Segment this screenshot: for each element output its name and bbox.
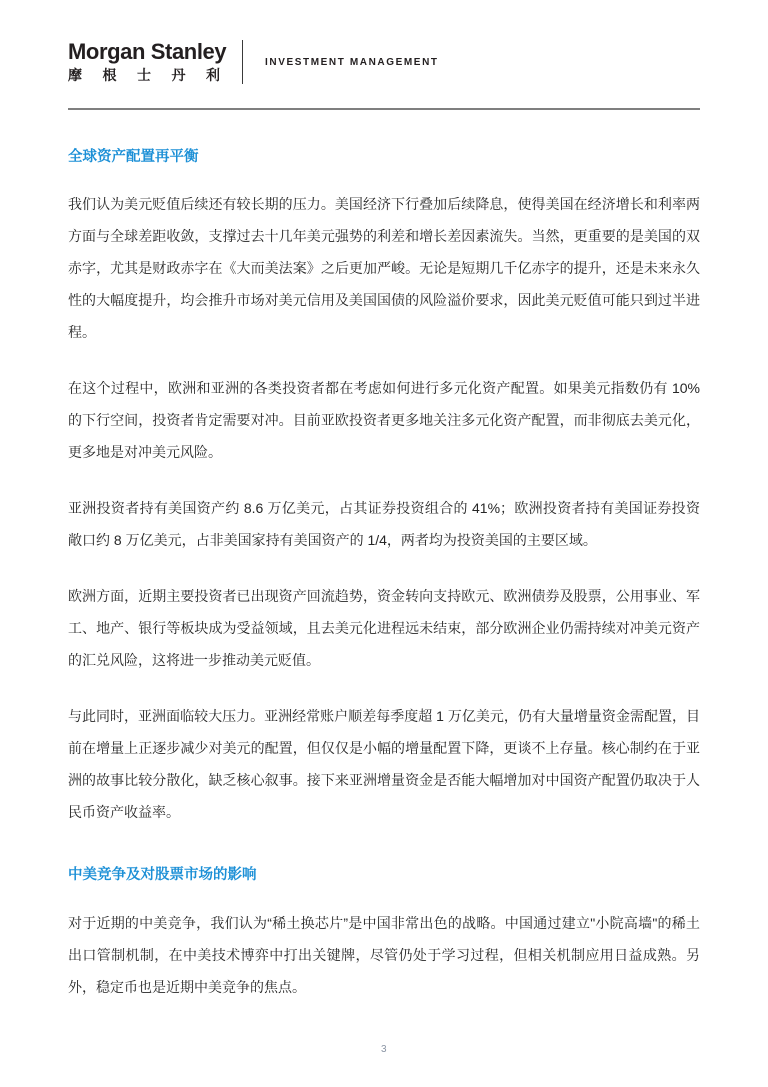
brand-division-label: INVESTMENT MANAGEMENT: [265, 56, 439, 68]
brand-logo: [68, 39, 227, 84]
section-global-asset-rebalancing: [68, 149, 700, 828]
paragraph: 欧洲方面，近期主要投资者已出现资产回流趋势，资金转向支持欧元、欧洲债券及股票，公用事业、军工、地产、银行等板块成为受益领域，且去美元化进程远未结束，部分欧洲企业仍需持续对冲美元资产的汇兑风险，这将进一步推动美元贬值。: [68, 588, 700, 669]
page-footer: [0, 1039, 768, 1057]
section-heading: 中美竞争及对股票市场的影响: [68, 867, 257, 884]
section-us-china-competition: [68, 867, 700, 1002]
paragraph: 在这个过程中，欧洲和亚洲的各类投资者都在考虑如何进行多元化资产配置。如果美元指数仍有 10%的下行空间，投资者肯定需要对冲。目前亚欧投资者更多地关注多元化资产配置，而非彻底去美元化，更多地是对冲美元风险。: [68, 380, 700, 461]
paragraph: 亚洲投资者持有美国资产约 8.6 万亿美元，占其证券投资组合的 41%；欧洲投资者持有美国证券投资敞口约 8 万亿美元，占非美国家持有美国资产的 1/4，两者均为投资美国的主要区域。: [68, 500, 700, 549]
section-heading: 全球资产配置再平衡: [68, 149, 199, 165]
brand-wordmark-chinese: 摩根士丹利: [68, 67, 220, 84]
paragraph: 对于近期的中美竞争，我们认为“稀土换芯片”是中国非常出色的战略。中国通过建立"小院高墙"的稀土出口管制机制，在中美技术博弈中打出关键牌，尽管仍处于学习过程，但相关机制应用日益成熟。另外，稳定币也是近期中美竞争的焦点。: [68, 914, 700, 995]
page-number: 3: [380, 1044, 388, 1055]
page-header: [68, 40, 700, 84]
header-rule: [68, 108, 700, 110]
brand-wordmark: Morgan Stanley: [68, 39, 227, 64]
brand-divider-line: [242, 40, 243, 84]
paragraph: 我们认为美元贬值后续还有较长期的压力。美国经济下行叠加后续降息，使得美国在经济增长和利率两方面与全球差距收敛，支撑过去十几年美元强势的利差和增长差因素流失。当然，更重要的是美国的双赤字，尤其是财政赤字在《大而美法案》之后更加严峻。无论是短期几千亿赤字的提升，还是未来永久性的大幅度提升，均会推升市场对美元信用及美国国债的风险溢价要求，因此美元贬值可能只到过半进程。: [68, 196, 700, 341]
paragraph: 与此同时，亚洲面临较大压力。亚洲经常账户顺差每季度超 1 万亿美元，仍有大量增量资金需配置，目前在增量上正逐步减少对美元的配置，但仅仅是小幅的增量配置下降，更谈不上存量。核心制约在于亚洲的故事比较分散化，缺乏核心叙事。接下来亚洲增量资金是否能大幅增加对中国资产配置仍取决于人民币资产收益率。: [68, 708, 700, 821]
